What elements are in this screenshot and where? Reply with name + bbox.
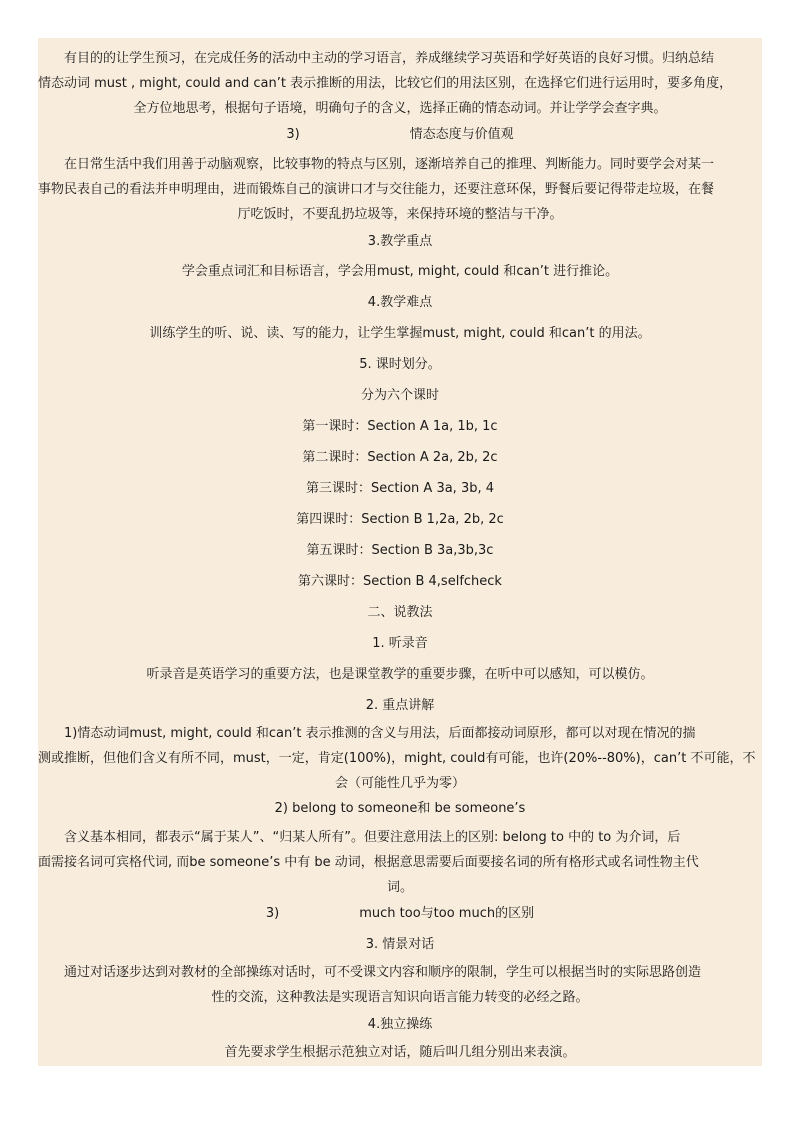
text-line: 全方位地思考，根据句子语境，明确句子的含义，选择正确的情态动词。并让学学会查字典。: [133, 101, 667, 116]
dialog-heading: 3. 情景对话: [365, 937, 435, 952]
period-item: 第四课时：Section B 1,2a, 2b, 2c: [296, 512, 504, 527]
period-item: 第三课时：Section A 3a, 3b, 4: [305, 481, 495, 496]
difficult-points-text: 训练学生的听、说、读、写的能力，让学生掌握must, might, could 和can’t 的用法。: [149, 326, 651, 341]
text-line: 测或推断，但他们含义有所不同，must，一定，肯定(100%)，might, could有可能，也许(20%--80%)，can’t 不可能，不: [38, 751, 756, 766]
text-line: 面需接名词可宾格代词, 而be someone’s 中有 be 动词，根据意思需要后面要接名词的所有格形式或名词性物主代: [38, 855, 699, 870]
periods-intro: 分为六个课时: [360, 388, 439, 403]
text-line: 情态动词 must , might, could and can’t 表示推断的用法，比较它们的用法区别，在选择它们进行运用时，要多角度，: [38, 76, 733, 91]
explain-modal-paragraph: [38, 721, 762, 796]
text-line: 事物民表自己的看法并申明理由，进而锻炼自己的演讲口才与交往能力，还要注意环保，野餐后要记得带走垃圾，在餐: [38, 182, 715, 197]
difficult-points-heading: 4.教学难点: [367, 295, 433, 310]
period-item: 第二课时：Section A 2a, 2b, 2c: [302, 450, 498, 465]
text-line: 词。: [386, 880, 413, 895]
dialog-paragraph: [38, 960, 762, 1010]
belong-to-heading: 2) belong to someone和 be someone’s: [274, 801, 526, 816]
periods-heading: 5. 课时划分。: [359, 357, 441, 372]
listen-text: 听录音是英语学习的重要方法，也是课堂教学的重要步骤，在听中可以感知，可以模仿。: [146, 667, 654, 682]
practice-text: 首先要求学生根据示范独立对话，随后叫几组分别出来表演。: [224, 1045, 576, 1060]
attitude-heading: 3) 情态态度与价值观: [286, 127, 514, 142]
text-line: 1)情态动词must, might, could 和can’t 表示推测的含义与用法，后面都接动词原形，都可以对现在情况的揣: [64, 726, 696, 741]
method-heading: 二、说教法: [367, 605, 433, 620]
text-line: 通过对话逐步达到对教材的全部操练对话时，可不受课文内容和顺序的限制，学生可以根据当时的实际思路创造: [64, 965, 702, 980]
period-item: 第五课时：Section B 3a,3b,3c: [306, 543, 494, 558]
period-item: 第一课时：Section A 1a, 1b, 1c: [302, 419, 498, 434]
text-line: 含义基本相同，都表示“属于某人”、“归某人所有”。但要注意用法上的区别: belong to 中的 to 为介词，后: [64, 830, 681, 845]
text-line: 在日常生活中我们用善于动脑观察，比较事物的特点与区别，逐渐培养自己的推理、判断能力。同时要学会对某一: [64, 157, 715, 172]
listen-heading: 1. 听录音: [372, 636, 428, 651]
text-line: 性的交流，这种教法是实现语言知识向语言能力转变的必经之路。: [211, 990, 589, 1005]
text-line: 厅吃饭时，不要乱扔垃圾等，来保持环境的整洁与干净。: [237, 207, 563, 222]
period-item: 第六课时：Section B 4,selfcheck: [298, 574, 502, 589]
text-line: 有目的的让学生预习，在完成任务的活动中主动的学习语言，养成继续学习英语和学好英语的良好习惯。归纳总结: [64, 51, 715, 66]
attitude-paragraph: [38, 152, 762, 227]
key-points-text: 学会重点词汇和目标语言，学会用must, might, could 和can’t 进行推论。: [181, 264, 619, 279]
belong-to-paragraph: [38, 825, 762, 900]
intro-paragraph: [38, 46, 762, 121]
explain-heading: 2. 重点讲解: [365, 698, 435, 713]
key-points-heading: 3.教学重点: [367, 234, 433, 249]
text-line: 会（可能性几乎为零）: [334, 776, 465, 791]
practice-heading: 4.独立操练: [367, 1017, 433, 1032]
much-too-heading: 3) much too与too much的区别: [265, 906, 535, 921]
document-page: [38, 38, 762, 1066]
